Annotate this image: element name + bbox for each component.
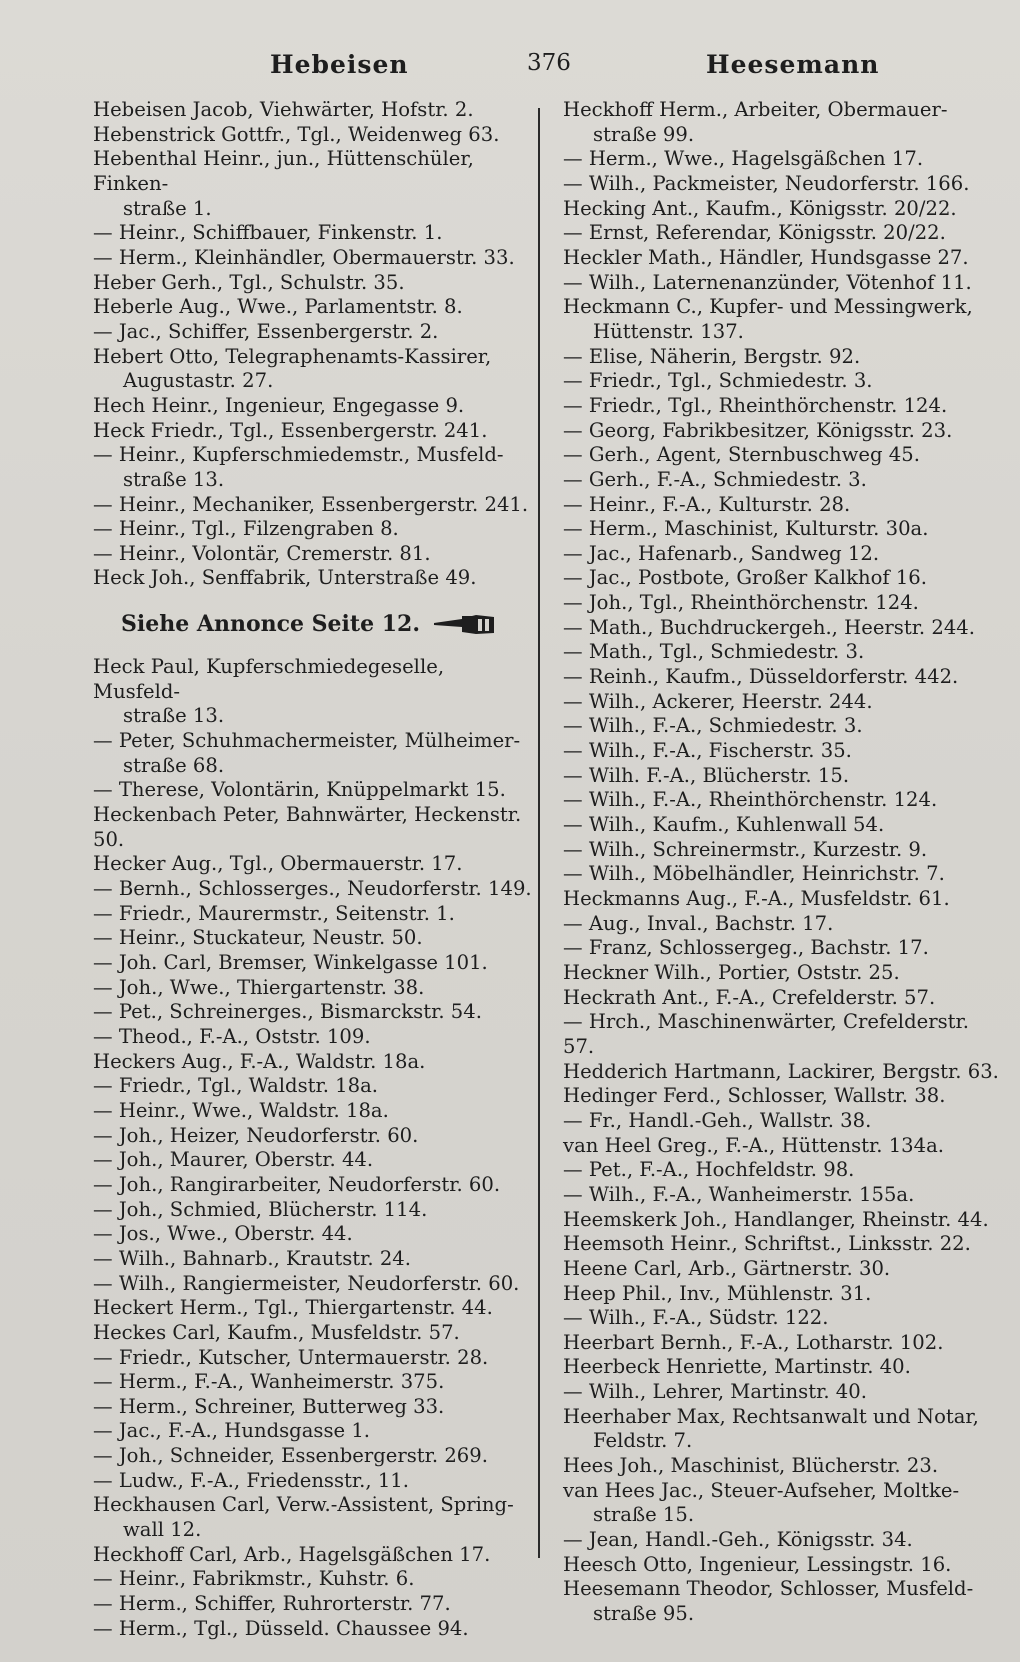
directory-entry [563,542,1001,567]
directory-entry [563,1306,1001,1331]
entry-continuation: straße 1. [123,196,212,220]
entry-line: — Herm., Schiffer, Ruhrorterstr. 77. [93,1592,451,1616]
entry-line: — Herm., F.-A., Wanheimerstr. 375. [93,1370,445,1394]
entry-line: — Elise, Näherin, Bergstr. 92. [563,344,861,368]
entry-line: — Joh., Schneider, Essenbergerstr. 269. [93,1444,488,1468]
directory-entry [563,1355,1001,1380]
directory-entry [563,419,1001,444]
directory-entry [563,1084,1001,1109]
entry-line: Heber Gerh., Tgl., Schulstr. 35. [93,270,405,294]
entry-line: — Heinr., Stuckateur, Neustr. 50. [93,926,423,950]
entry-line: Hecker Aug., Tgl., Obermauerstr. 17. [93,852,463,876]
entry-line: van Heel Greg., F.-A., Hüttenstr. 134a. [563,1133,945,1157]
entry-line: — Hrch., Maschinenwärter, Crefelderstr. 57. [563,1010,969,1058]
entry-line: — Joh., Rangirarbeiter, Neudorferstr. 60. [93,1172,501,1196]
entry-line: — Therese, Volontärin, Knüppelmarkt 15. [93,778,506,802]
directory-entry [93,1074,533,1099]
entry-line: — Jac., F.-A., Hundsgasse 1. [93,1419,371,1443]
entry-line: Hecking Ant., Kaufm., Königsstr. 20/22. [563,196,957,220]
entry-line: — Gerh., Agent, Sternbuschweg 45. [563,443,920,467]
entry-line: — Friedr., Tgl., Waldstr. 18a. [93,1074,379,1098]
entry-line: — Wilh., Rangiermeister, Neudorferstr. 60. [93,1271,520,1295]
entry-line: — Friedr., Maurermstr., Seitenstr. 1. [93,901,455,925]
directory-entry [93,1543,533,1568]
entry-line: — Heinr., Wwe., Waldstr. 18a. [93,1098,389,1122]
directory-entry [93,246,533,271]
entry-line: — Joh., Maurer, Oberstr. 44. [93,1148,374,1172]
entry-line: — Wilh. F.-A., Blücherstr. 15. [563,763,850,787]
directory-entry [563,1158,1001,1183]
entry-line: — Wilh., Schreinermstr., Kurzestr. 9. [563,837,928,861]
left-entries [93,98,533,591]
entry-line: — Fr., Handl.-Geh., Wallstr. 38. [563,1108,872,1132]
entry-line: — Herm., Maschinist, Kulturstr. 30a. [563,517,929,541]
entry-line: — Wilh., Laternenanzünder, Vötenhof 11. [563,270,972,294]
entry-continuation: wall 12. [123,1518,202,1542]
directory-entry [93,803,533,852]
directory-entry [93,295,533,320]
entry-line: Hebenthal Heinr., jun., Hüttenschüler, Finken- [93,147,474,195]
directory-entry [93,345,533,394]
directory-entry [563,443,1001,468]
entry-line: — Herm., Kleinhändler, Obermauerstr. 33. [93,245,515,269]
directory-entry [563,1454,1001,1479]
entry-line: — Wilh., F.-A., Rheinthörchenstr. 124. [563,788,938,812]
entry-line: — Math., Buchdruckergeh., Heerstr. 244. [563,615,976,639]
entry-line: Hees Joh., Maschinist, Blücherstr. 23. [563,1454,939,1478]
directory-entry [93,1000,533,1025]
directory-entry [93,320,533,345]
entry-line: Heerbart Bernh., F.-A., Lotharstr. 102. [563,1330,944,1354]
left-column [93,98,533,1641]
directory-entry [93,1198,533,1223]
entry-continuation: straße 13. [123,467,225,491]
directory-entry [93,566,533,591]
directory-entry [93,1321,533,1346]
directory-entry [563,616,1001,641]
directory-entry [563,517,1001,542]
entry-line: Heck Paul, Kupferschmiedegeselle, Musfeld- [93,655,445,703]
directory-entry [93,1592,533,1617]
entry-line: — Jac., Postbote, Großer Kalkhof 16. [563,566,928,590]
entry-line: — Heinr., Mechaniker, Essenbergerstr. 241. [93,492,529,516]
directory-entry [563,813,1001,838]
directory-entry [93,1173,533,1198]
directory-entry [93,1124,533,1149]
entry-line: — Joh., Schmied, Blücherstr. 114. [93,1197,428,1221]
directory-entry [563,714,1001,739]
directory-entry [93,655,533,729]
directory-entry [93,221,533,246]
entry-line: — Heinr., F.-A., Kulturstr. 28. [563,492,851,516]
entry-line: Heerhaber Max, Rechtsanwalt und Notar, [563,1404,979,1428]
directory-entry [563,986,1001,1011]
directory-entry [93,1099,533,1124]
directory-entry [563,1331,1001,1356]
directory-entry [563,1109,1001,1134]
directory-entry [563,147,1001,172]
directory-entry [93,778,533,803]
entry-line: — Wilh., F.-A., Schmiedestr. 3. [563,714,863,738]
entry-line: — Heinr., Schiffbauer, Finkenstr. 1. [93,221,443,245]
entry-line: van Hees Jac., Steuer-Aufseher, Moltke- [563,1478,960,1502]
entry-continuation: Feldstr. 7. [593,1429,693,1453]
directory-entry [563,862,1001,887]
directory-entry [563,369,1001,394]
entry-line: Heesch Otto, Ingenieur, Lessingstr. 16. [563,1552,952,1576]
entry-line: — Gerh., F.-A., Schmiedestr. 3. [563,467,867,491]
entry-line: Heckmann C., Kupfer- und Messingwerk, [563,295,973,319]
directory-entry [563,1380,1001,1405]
entry-continuation: straße 99. [593,122,695,146]
directory-entry [93,493,533,518]
directory-entry [563,295,1001,344]
directory-entry [563,739,1001,764]
directory-entry [563,394,1001,419]
entry-line: — Wilh., Möbelhändler, Heinrichstr. 7. [563,862,945,886]
entry-line: Heep Phil., Inv., Mühlenstr. 31. [563,1281,872,1305]
column-divider [538,108,540,1558]
entry-line: — Wilh., F.-A., Fischerstr. 35. [563,739,852,763]
right-entries [563,98,1001,1627]
entry-line: — Wilh., Ackerer, Heerstr. 244. [563,689,873,713]
entry-line: — Wilh., Kaufm., Kuhlenwall 54. [563,813,885,837]
entry-line: — Jac., Schiffer, Essenbergerstr. 2. [93,319,439,343]
entry-line: Heckler Math., Händler, Hundsgasse 27. [563,245,969,269]
entry-line: — Ernst, Referendar, Königsstr. 20/22. [563,221,946,245]
directory-entry [93,542,533,567]
entry-line: — Jac., Hafenarb., Sandweg 12. [563,541,880,565]
entry-continuation: straße 13. [123,704,225,728]
entry-line: Heckenbach Peter, Bahnwärter, Heckenstr. 50. [93,803,522,851]
pointing-hand-icon [432,613,496,635]
entry-line: Heckes Carl, Kaufm., Musfeldstr. 57. [93,1320,460,1344]
directory-entry [93,1567,533,1592]
entry-continuation: straße 68. [123,753,225,777]
entry-line: — Bernh., Schlosserges., Neudorferstr. 149. [93,877,532,901]
entry-line: Heesemann Theodor, Schlosser, Musfeld- [563,1577,974,1601]
entry-line: — Pet., Schreinerges., Bismarckstr. 54. [93,1000,482,1024]
directory-entry [563,1232,1001,1257]
entry-line: — Jos., Wwe., Oberstr. 44. [93,1222,353,1246]
entry-line: — Friedr., Tgl., Schmiedestr. 3. [563,369,873,393]
directory-entry [93,1272,533,1297]
entry-line: — Reinh., Kaufm., Düsseldorferstr. 442. [563,665,959,689]
entry-line: Hebenstrick Gottfr., Tgl., Weidenweg 63. [93,122,500,146]
directory-entry [93,1346,533,1371]
directory-entry [93,1025,533,1050]
entry-line: Heckmanns Aug., F.-A., Musfeldstr. 61. [563,887,950,910]
entry-continuation: Augustastr. 27. [123,369,274,393]
directory-entry [563,936,1001,961]
entry-line: Heckhoff Carl, Arb., Hagelsgäßchen 17. [93,1542,491,1566]
entry-line: Heckrath Ant., F.-A., Crefelderstr. 57. [563,985,936,1009]
entry-line: — Aug., Inval., Bachstr. 17. [563,911,834,935]
directory-entry [93,1444,533,1469]
entry-line: — Pet., F.-A., Hochfeldstr. 98. [563,1158,855,1182]
directory-entry [563,271,1001,296]
directory-entry [93,1247,533,1272]
entry-line: — Joh., Wwe., Thiergartenstr. 38. [93,975,425,999]
entry-line: Hedinger Ferd., Schlosser, Wallstr. 38. [563,1084,946,1108]
entry-line: — Heinr., Kupferschmiedemstr., Musfeld- [93,443,504,467]
entry-line: — Georg, Fabrikbesitzer, Königsstr. 23. [563,418,953,442]
directory-entry [93,419,533,444]
directory-entry [93,1617,533,1642]
entry-line: — Herm., Schreiner, Butterweg 33. [93,1394,445,1418]
entry-line: — Herm., Tgl., Düsseld. Chaussee 94. [93,1616,469,1640]
directory-entry [563,665,1001,690]
directory-entry [93,926,533,951]
entry-line: — Joh., Tgl., Rheinthörchenstr. 124. [563,591,919,615]
directory-entry [563,838,1001,863]
entry-line: — Heinr., Tgl., Filzengraben 8. [93,517,399,541]
running-head-left: Hebeisen [270,50,409,79]
directory-entry [93,1222,533,1247]
directory-entry [93,729,533,778]
entry-line: Heckner Wilh., Portier, Oststr. 25. [563,960,900,984]
directory-entry [563,1282,1001,1307]
directory-entry [563,764,1001,789]
entry-line: Heerbeck Henriette, Martinstr. 40. [563,1355,911,1379]
directory-entry [93,1050,533,1075]
left-entries-continued [93,655,533,1641]
directory-entry [563,1208,1001,1233]
directory-entry [93,1395,533,1420]
directory-entry [93,1469,533,1494]
directory-entry [563,1060,1001,1085]
directory-entry [93,1419,533,1444]
directory-entry [563,1405,1001,1454]
directory-entry [93,976,533,1001]
entry-line: — Franz, Schlossergeg., Bachstr. 17. [563,936,929,960]
directory-entry [93,147,533,221]
entry-line: — Theod., F.-A., Oststr. 109. [93,1024,371,1048]
directory-entry [563,1183,1001,1208]
entry-line: Heene Carl, Arb., Gärtnerstr. 30. [563,1256,891,1280]
directory-entry [563,912,1001,937]
directory-entry [93,852,533,877]
entry-line: — Herm., Wwe., Hagelsgäßchen 17. [563,147,924,171]
notice-text: Siehe Annonce Seite 12. [121,611,421,638]
entry-line: Heck Friedr., Tgl., Essenbergerstr. 241. [93,418,488,442]
page-number: 376 [527,50,571,76]
entry-line: Heckhausen Carl, Verw.-Assistent, Spring- [93,1493,514,1517]
entry-line: — Math., Tgl., Schmiedestr. 3. [563,640,865,664]
entry-continuation: Hüttenstr. 137. [593,319,744,343]
directory-entry [563,1257,1001,1282]
entry-line: — Wilh., Bahnarb., Krautstr. 24. [93,1246,411,1270]
directory-entry [563,345,1001,370]
directory-entry [93,1493,533,1542]
entry-continuation: straße 95. [593,1602,695,1626]
right-column [563,98,1001,1627]
entry-line: Hedderich Hartmann, Lackirer, Bergstr. 63. [563,1059,999,1083]
entry-line: — Wilh., Lehrer, Martinstr. 40. [563,1380,867,1404]
entry-line: — Ludw., F.-A., Friedensstr., 11. [93,1468,409,1492]
directory-entry [93,951,533,976]
directory-entry [563,197,1001,222]
entry-line: — Wilh., Packmeister, Neudorferstr. 166. [563,171,970,195]
entry-line: Heberle Aug., Wwe., Parlamentstr. 8. [93,295,463,319]
entry-line: Heckhoff Herm., Arbeiter, Obermauer- [563,98,948,121]
directory-entry [563,98,1001,147]
directory-entry [563,1577,1001,1626]
directory-entry [93,394,533,419]
directory-entry [563,1010,1001,1059]
directory-entry [93,443,533,492]
directory-entry [93,902,533,927]
directory-entry [563,1553,1001,1578]
directory-entry [563,221,1001,246]
directory-entry [93,1370,533,1395]
entry-line: — Joh. Carl, Bremser, Winkelgasse 101. [93,951,488,974]
entry-line: Heemsoth Heinr., Schriftst., Linksstr. 22. [563,1232,971,1256]
directory-entry [563,493,1001,518]
running-head-right: Heesemann [706,50,880,79]
directory-entry [93,271,533,296]
entry-line: — Heinr., Fabrikmstr., Kuhstr. 6. [93,1567,415,1591]
entry-line: Heck Joh., Senffabrik, Unterstraße 49. [93,566,477,590]
entry-line: Heckers Aug., F.-A., Waldstr. 18a. [93,1049,426,1073]
directory-entry [563,961,1001,986]
advertisement-notice [121,609,533,639]
entry-line: — Heinr., Volontär, Cremerstr. 81. [93,541,431,565]
entry-line: Heckert Herm., Tgl., Thiergartenstr. 44. [93,1296,493,1320]
entry-line: Hebert Otto, Telegraphenamts-Kassirer, [93,344,492,368]
directory-entry [563,566,1001,591]
entry-line: — Joh., Heizer, Neudorferstr. 60. [93,1123,419,1147]
directory-entry [93,517,533,542]
entry-line: — Friedr., Kutscher, Untermauerstr. 28. [93,1345,489,1369]
directory-entry [563,887,1001,912]
directory-entry [93,1296,533,1321]
directory-entry [563,591,1001,616]
directory-entry [93,877,533,902]
directory-entry [93,1148,533,1173]
directory-entry [563,246,1001,271]
entry-line: — Wilh., F.-A., Wanheimerstr. 155a. [563,1182,915,1206]
directory-entry [93,123,533,148]
directory-entry [563,172,1001,197]
entry-line: — Friedr., Tgl., Rheinthörchenstr. 124. [563,393,948,417]
entry-continuation: straße 15. [593,1503,695,1527]
entry-line: Heemskerk Joh., Handlanger, Rheinstr. 44. [563,1207,989,1231]
directory-entry [563,1479,1001,1528]
directory-entry [93,98,533,123]
directory-entry [563,788,1001,813]
entry-line: — Peter, Schuhmachermeister, Mülheimer- [93,729,521,753]
directory-entry [563,690,1001,715]
directory-entry [563,1528,1001,1553]
directory-entry [563,640,1001,665]
entry-line: Hech Heinr., Ingenieur, Engegasse 9. [93,393,465,417]
entry-line: Hebeisen Jacob, Viehwärter, Hofstr. 2. [93,98,474,121]
entry-line: — Wilh., F.-A., Südstr. 122. [563,1306,829,1330]
directory-entry [563,1134,1001,1159]
directory-entry [563,468,1001,493]
entry-line: — Jean, Handl.-Geh., Königsstr. 34. [563,1528,913,1552]
